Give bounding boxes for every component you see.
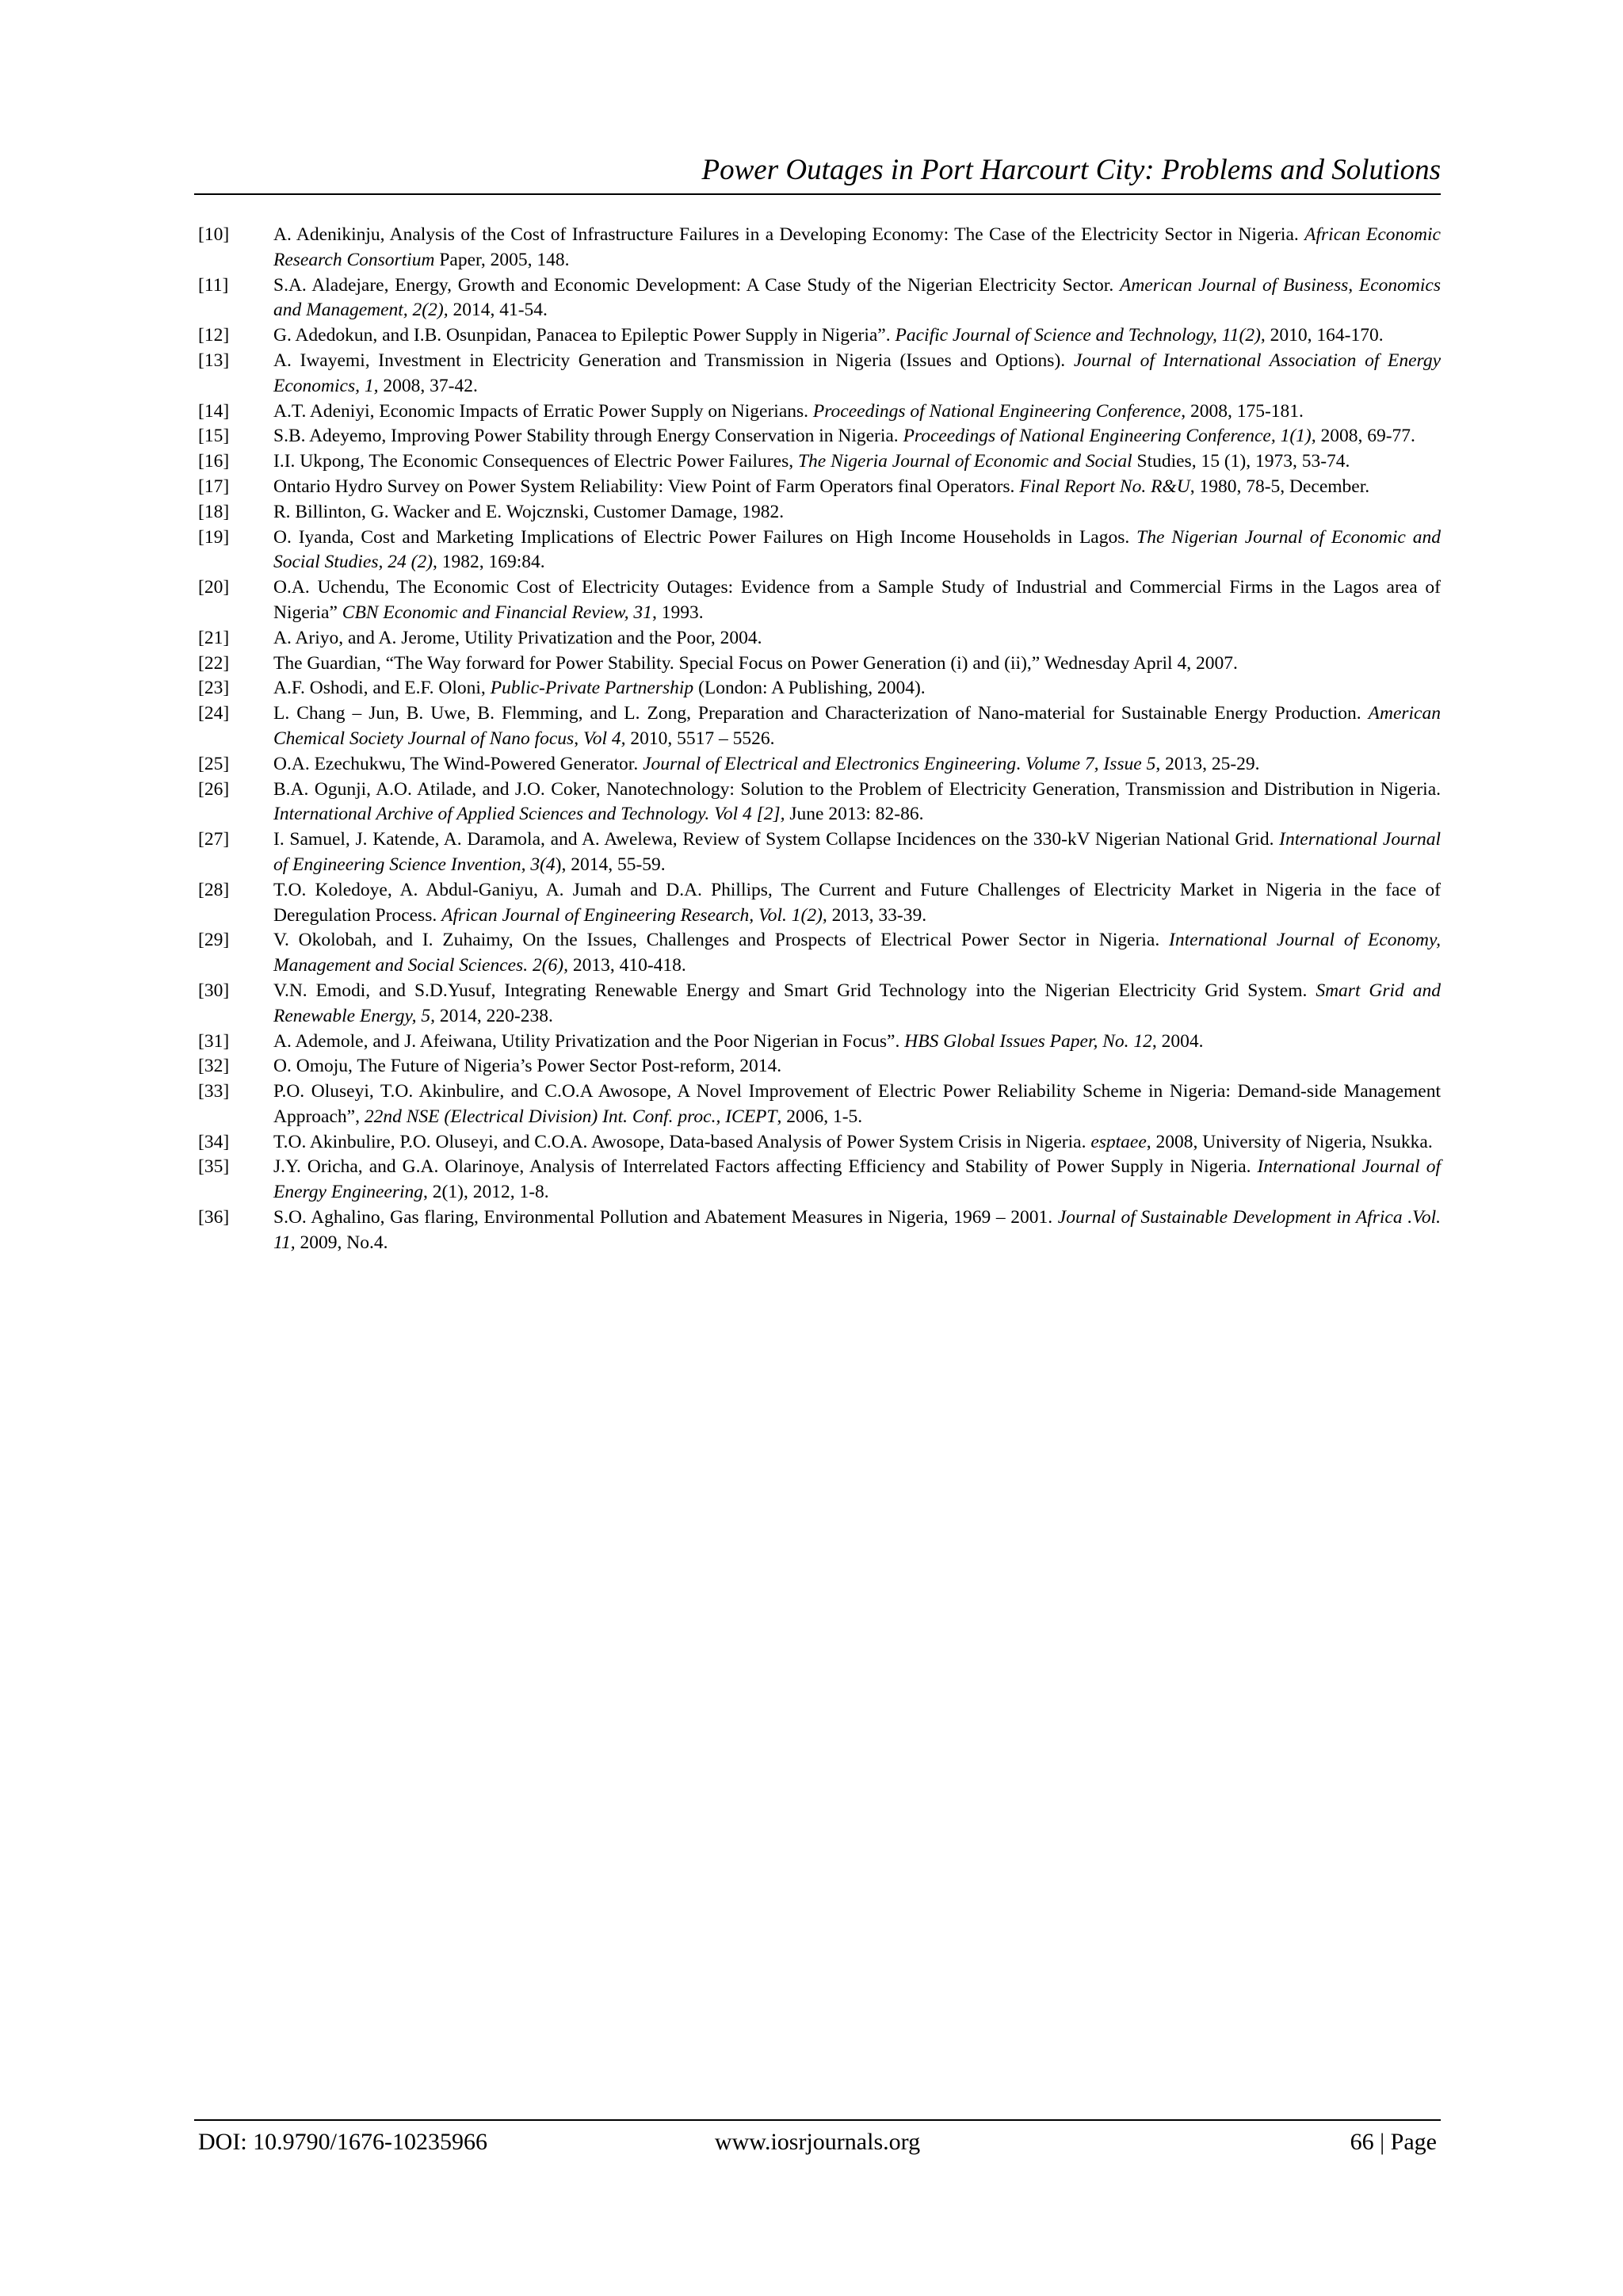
reference-list [198, 223, 1441, 1256]
reference-source-italic: Proceedings of National Engineering Conference [812, 400, 1182, 422]
reference-item [198, 475, 1441, 500]
reference-segment: 2013, 410-418. [567, 955, 686, 976]
reference-item [198, 525, 1441, 576]
reference-source-italic: 22nd NSE (Electrical Division) Int. Conf. proc., ICEPT [364, 1106, 777, 1127]
reference-segment: , 2008, 175-181. [1181, 400, 1304, 422]
reference-segment: I. Samuel, J. Katende, A. Daramola, and A. Awelewa, Review of System Collapse Incidences on the 330-kV Nigerian National Grid. [273, 829, 1280, 850]
reference-number: [10] [198, 224, 230, 245]
reference-segment: 2010, 164-170. [1265, 325, 1384, 346]
reference-segment: (London: A Publishing, 2004). [693, 678, 926, 699]
reference-text [273, 500, 1441, 525]
reference-item [198, 676, 1441, 701]
footer-rule [194, 2119, 1441, 2121]
reference-text [273, 1079, 1441, 1130]
reference-text [273, 701, 1441, 752]
reference-item [198, 1205, 1441, 1256]
reference-item [198, 1155, 1441, 1205]
reference-segment: Ontario Hydro Survey on Power System Reliability: View Point of Farm Operators final Operators. [273, 476, 1020, 497]
reference-text [273, 827, 1441, 878]
reference-item [198, 424, 1441, 449]
reference-text [273, 223, 1441, 273]
reference-text [273, 449, 1441, 475]
reference-text [273, 651, 1441, 677]
reference-segment: S.A. Aladejare, Energy, Growth and Economic Development: A Case Study of the Nigerian Electricity Sector. [273, 274, 1120, 296]
reference-text [273, 777, 1441, 828]
reference-item [198, 651, 1441, 677]
reference-item [198, 979, 1441, 1030]
reference-source-italic: American Chemical Society Journal of Nano focus [273, 703, 1441, 749]
reference-source-italic: Journal of Sustainable Development in Africa .Vol. 11, [273, 1207, 1442, 1253]
reference-segment: T.O. Akinbulire, P.O. Oluseyi, and C.O.A. Awosope, Data-based Analysis of Power System Crisis in Nigeria. [273, 1131, 1091, 1152]
reference-text [273, 928, 1441, 979]
reference-item [198, 273, 1441, 324]
reference-segment: Studies, 15 (1), 1973, 53-74. [1132, 451, 1350, 472]
reference-number: [25] [198, 753, 230, 774]
reference-item [198, 1054, 1441, 1079]
reference-segment: 2008, 37-42. [378, 375, 478, 396]
reference-number: [32] [198, 1056, 230, 1077]
reference-number: [18] [198, 501, 230, 522]
reference-segment: T.O. Koledoye, A. Abdul-Ganiyu, A. Jumah and D.A. Phillips, The Current and Future Challenges of Electricity Market in Nigeria in the face of Deregulation Process. [273, 879, 1441, 926]
reference-segment: R. Billinton, G. Wacker and E. Wojcznski, Customer Damage, 1982. [273, 501, 785, 522]
reference-segment: O.A. Ezechukwu, The Wind-Powered Generator. [273, 753, 643, 774]
reference-item [198, 878, 1441, 929]
reference-item [198, 626, 1441, 651]
reference-text [273, 676, 1441, 701]
reference-text [273, 878, 1441, 929]
reference-source-italic: American Journal of Business, Economics and Management, 2(2), [273, 274, 1442, 321]
reference-segment: , 1980, 78-5, December. [1190, 476, 1370, 497]
reference-source-italic: Final Report No. R&U [1019, 476, 1190, 497]
reference-source-italic: Volume 7, Issue 5 [1025, 753, 1156, 774]
reference-source-italic: Journal of International Association of Energy Economics, 1, [273, 350, 1441, 396]
reference-segment: , 2006, 1-5. [777, 1106, 863, 1127]
reference-segment: ), 2014, 55-59. [555, 854, 666, 875]
reference-source-italic: Pacific Journal of Science and Technology, 11(2), [895, 325, 1266, 346]
reference-text [273, 424, 1441, 449]
reference-segment: B.A. Ogunji, A.O. Atilade, and J.O. Coker, Nanotechnology: Solution to the Problem of Electricity Generation, Transmission and Distribution in Nigeria. [273, 778, 1441, 800]
reference-item [198, 928, 1441, 979]
reference-item [198, 827, 1441, 878]
reference-number: [22] [198, 652, 230, 674]
reference-number: [33] [198, 1081, 230, 1102]
reference-text [273, 1155, 1441, 1205]
reference-number: [16] [198, 451, 230, 472]
reference-text [273, 626, 1441, 651]
reference-segment: A. Iwayemi, Investment in Electricity Generation and Transmission in Nigeria (Issues and Options). [273, 350, 1074, 371]
reference-segment: , 2(1), 2012, 1-8. [423, 1182, 549, 1203]
reference-source-italic: The Nigeria Journal of Economic and Social [797, 451, 1132, 472]
reference-source-italic: International Archive of Applied Sciences and Technology. Vol 4 [2], [273, 804, 785, 825]
reference-segment: 2013, 33-39. [827, 904, 927, 926]
reference-number: [34] [198, 1131, 230, 1152]
reference-number: [20] [198, 577, 230, 598]
reference-segment: , 2008, University of Nigeria, Nsukka. [1146, 1131, 1433, 1152]
reference-number: [19] [198, 526, 230, 548]
reference-number: [23] [198, 678, 230, 699]
reference-source-italic: CBN Economic and Financial Review, 31 [342, 602, 652, 623]
reference-segment: V. Okolobah, and I. Zuhaimy, On the Issues, Challenges and Prospects of Electrical Power Sector in Nigeria. [273, 930, 1170, 951]
reference-number: [14] [198, 400, 230, 422]
reference-number: [26] [198, 778, 230, 800]
reference-segment: The Guardian, “The Way forward for Power Stability. Special Focus on Power Generation (i) and (ii),” Wednesday April 4, 2007. [273, 652, 1238, 674]
reference-source-italic: esptaee [1090, 1131, 1147, 1152]
reference-segment: S.O. Aghalino, Gas flaring, Environmental Pollution and Abatement Measures in Nigeria, 1969 – 2001. [273, 1207, 1058, 1228]
reference-text [273, 575, 1441, 626]
reference-segment: Paper, 2005, 148. [434, 249, 570, 270]
reference-number: [35] [198, 1156, 230, 1178]
reference-segment: L. Chang – Jun, B. Uwe, B. Flemming, and L. Zong, Preparation and Characterization of Nano-material for Sustainable Energy Production. [273, 703, 1369, 724]
reference-source-italic: International Journal of Engineering Science Invention, 3(4 [273, 829, 1441, 875]
reference-segment: J.Y. Oricha, and G.A. Olarinoye, Analysis of Interrelated Factors affecting Efficiency and Stability of Power Supply in Nigeria. [273, 1156, 1258, 1178]
reference-number: [21] [198, 627, 230, 648]
reference-text [273, 979, 1441, 1030]
reference-item [198, 575, 1441, 626]
reference-item [198, 449, 1441, 475]
reference-segment: A. Ademole, and J. Afeiwana, Utility Privatization and the Poor Nigerian in Focus”. [273, 1030, 905, 1052]
reference-number: [29] [198, 930, 230, 951]
reference-number: [15] [198, 426, 230, 447]
reference-segment: O. Omoju, The Future of Nigeria’s Power Sector Post-reform, 2014. [273, 1056, 782, 1077]
reference-segment: O.A. Uchendu, The Economic Cost of Electricity Outages: Evidence from a Sample Study of Industrial and Commercial Firms in the Lagos area of Nigeria” [273, 577, 1441, 623]
reference-item [198, 399, 1441, 425]
reference-text [273, 1054, 1441, 1079]
reference-text [273, 475, 1441, 500]
reference-item [198, 1030, 1441, 1055]
reference-segment: I.I. Ukpong, The Economic Consequences of Electric Power Failures, [273, 451, 798, 472]
reference-segment: , 2004. [1151, 1030, 1204, 1052]
reference-number: [12] [198, 325, 230, 346]
reference-number: [28] [198, 879, 230, 900]
reference-segment: 2010, 5517 – 5526. [625, 728, 775, 749]
reference-segment: S.B. Adeyemo, Improving Power Stability through Energy Conservation in Nigeria. [273, 426, 903, 447]
reference-segment: 2014, 220-238. [435, 1005, 553, 1026]
reference-source-italic: Journal of Electrical and Electronics Engineering [643, 753, 1017, 774]
reference-source-italic: Smart Grid and Renewable Energy, 5, [273, 980, 1441, 1026]
reference-item [198, 777, 1441, 828]
reference-segment: O. Iyanda, Cost and Marketing Implications of Electric Power Failures on High Income Households in Lagos. [273, 526, 1137, 548]
reference-text [273, 323, 1441, 349]
reference-segment: , 1982, 169:84. [433, 552, 545, 573]
reference-source-italic: HBS Global Issues Paper, No. 12 [904, 1030, 1152, 1052]
reference-text [273, 1130, 1441, 1156]
reference-segment: G. Adedokun, and I.B. Osunpidan, Panacea to Epileptic Power Supply in Nigeria”. [273, 325, 896, 346]
reference-number: [13] [198, 350, 230, 371]
reference-segment: , 2013, 25-29. [1155, 753, 1260, 774]
footer-page-number: 66 | Page [1350, 2129, 1437, 2155]
reference-segment: , [574, 728, 583, 749]
reference-text [273, 1205, 1441, 1256]
reference-number: [24] [198, 703, 230, 724]
reference-source-italic: International Journal of Energy Engineering [273, 1156, 1442, 1203]
reference-text [273, 399, 1441, 425]
header-rule [194, 193, 1441, 195]
reference-segment: A. Ariyo, and A. Jerome, Utility Privatization and the Poor, 2004. [273, 627, 762, 648]
reference-text [273, 273, 1441, 324]
running-head: Power Outages in Port Harcourt City: Problems and Solutions [701, 154, 1441, 186]
reference-item [198, 752, 1441, 777]
reference-source-italic: International Journal of Economy, Management and Social Sciences. 2(6), [273, 930, 1441, 976]
reference-source-italic: African Journal of Engineering Research, Vol. 1(2), [441, 904, 827, 926]
reference-item [198, 1130, 1441, 1156]
reference-segment: 2008, 69-77. [1316, 426, 1415, 447]
reference-source-italic: Public-Private Partnership [490, 678, 694, 699]
reference-number: [31] [198, 1030, 230, 1052]
reference-number: [17] [198, 476, 230, 497]
reference-segment: A.F. Oshodi, and E.F. Oloni, [273, 678, 491, 699]
reference-item [198, 701, 1441, 752]
reference-text [273, 349, 1441, 399]
reference-segment: P.O. Oluseyi, T.O. Akinbulire, and C.O.A Awosope, A Novel Improvement of Electric Power Reliability Scheme in Nigeria: Demand-side Management Approach”, [273, 1081, 1441, 1127]
reference-item [198, 349, 1441, 399]
reference-item [198, 1079, 1441, 1130]
reference-source-italic: African Economic Research Consortium [273, 224, 1441, 270]
reference-item [198, 323, 1441, 349]
reference-number: [36] [198, 1207, 230, 1228]
reference-item [198, 500, 1441, 525]
reference-source-italic: Proceedings of National Engineering Conference, 1(1), [903, 426, 1316, 447]
reference-number: [30] [198, 980, 230, 1001]
reference-number: [27] [198, 829, 230, 850]
reference-segment: 2014, 41-54. [448, 300, 548, 321]
reference-source-italic: The Nigerian Journal of Economic and Social Studies, 24 (2) [273, 526, 1441, 573]
reference-segment: . [1016, 753, 1025, 774]
reference-segment: A.T. Adeniyi, Economic Impacts of Erratic Power Supply on Nigerians. [273, 400, 813, 422]
reference-source-italic: Vol 4, [582, 728, 626, 749]
reference-item [198, 223, 1441, 273]
footer-doi: DOI: 10.9790/1676-10235966 [198, 2129, 487, 2155]
reference-segment: June 2013: 82-86. [785, 804, 924, 825]
reference-text [273, 1030, 1441, 1055]
reference-segment: V.N. Emodi, and S.D.Yusuf, Integrating Renewable Energy and Smart Grid Technology into the Nigerian Electricity Grid System. [273, 980, 1316, 1001]
footer-website: www.iosrjournals.org [714, 2129, 921, 2155]
reference-segment: 2009, No.4. [295, 1232, 388, 1253]
reference-segment: , 1993. [651, 602, 704, 623]
reference-segment: A. Adenikinju, Analysis of the Cost of Infrastructure Failures in a Developing Economy: The Case of the Electricity Sector in Nigeria. [273, 224, 1305, 245]
reference-number: [11] [198, 274, 229, 296]
reference-text [273, 752, 1441, 777]
reference-text [273, 525, 1441, 576]
